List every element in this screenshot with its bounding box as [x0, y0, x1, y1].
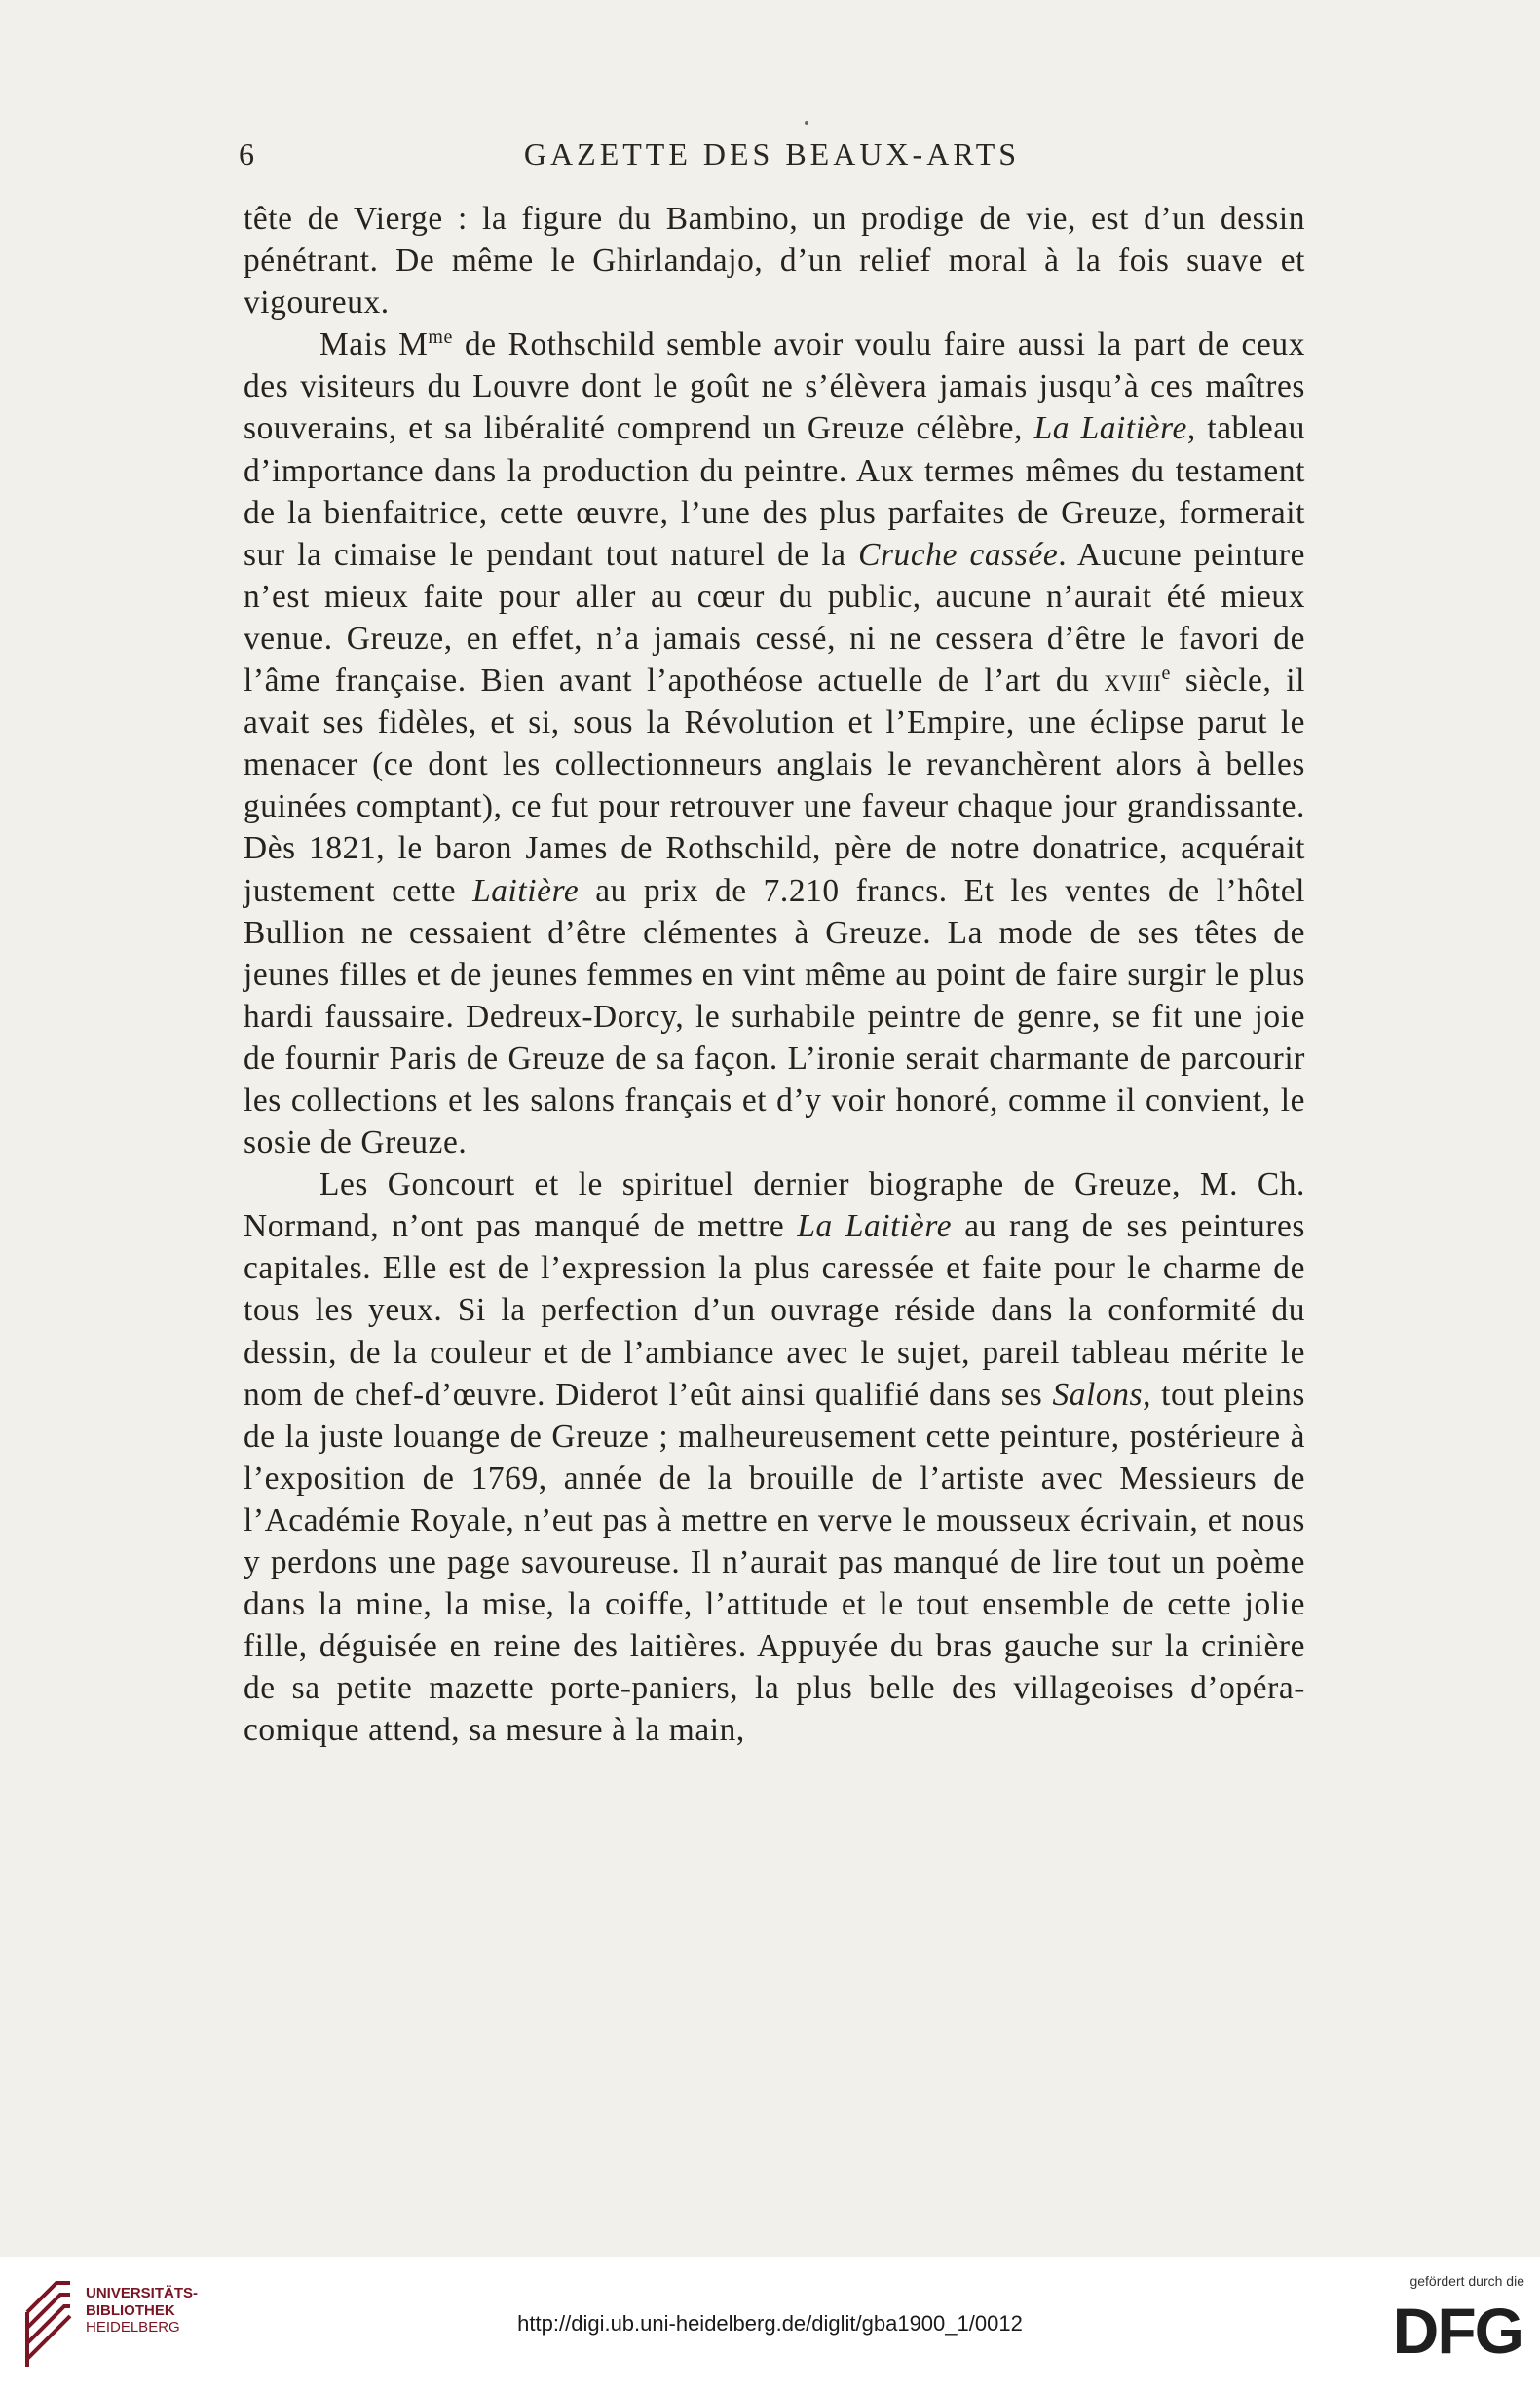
work-title: Salons [1052, 1376, 1144, 1413]
body-text [244, 198, 1305, 1751]
print-speck [805, 121, 808, 125]
permalink[interactable]: http://digi.ub.uni-heidelberg.de/diglit/gba1900_1/0012 [517, 2311, 1023, 2336]
dfg-logo-icon [1359, 2295, 1524, 2363]
paragraph-3: Les Goncourt et le spirituel dernier biographe de Greuze, M. Ch. Normand, n’ont pas manqué de mettre La Laitière au rang de ses peintures capitales. Elle est de l’expression la plus caressée et faite pour le charme de tous les yeux. Si la perfection d’un ouvrage réside dans la conformité du dessin, de la couleur et de l’ambiance avec le sujet, pareil tableau mérite le nom de chef-d’œuvre. Diderot l’eût ainsi qualifié dans ses Salons, tout pleins de la juste louange de Greuze ; malheureusement cette peinture, postérieure à l’exposition de 1769, année de la brouille de l’artiste avec Messieurs de l’Académie Royale, n’eut pas à mettre en verve le mousseux écrivain, et nous y perdons une page savoureuse. Il n’aurait pas manqué de lire tout un poème dans la mine, la mise, la coiffe, l’attitude et le tout ensemble de cette jolie fille, déguisée en reine des laitières. Appuyée du bras gauche sur la crinière de sa petite mazette porte-paniers, la plus belle des villageoises d’opéra-comique attend, sa mesure à la main, [244, 1166, 1305, 1749]
funded-by-label: gefördert durch die [1409, 2273, 1524, 2289]
artwork-title: La Laitière [797, 1208, 953, 1245]
svg-text:DFG: DFG [1392, 2295, 1522, 2363]
page-number: 6 [239, 136, 254, 171]
page-header [239, 136, 1305, 179]
artwork-title: Cruche cassée [858, 536, 1059, 573]
paragraph-2: Mais $M^{me}$ de Rothschild semble avoir voulu faire aussi la part de ceux des visiteurs du Louvre dont le goût ne s’élèvera jamais jusqu’à ces maîtres souverains, et sa libéralité comprend un Greuze célèbre, La Laitière, tableau d’importance dans la production du peintre. Aux termes mêmes du testament de la bienfaitrice, cette œuvre, l’une des plus parfaites de Greuze, formerait sur la cimaise le pendant tout naturel de la Cruche cassée. Aucune peinture n’est mieux faite pour aller au cœur du public, aucune n’aurait été mieux venue. Greuze, en effet, n’a jamais cessé, ni ne cessera d’être le favori de l’âme française. Bien avant l’apothéose actuelle de l’art du xviii$^e$ siècle, il avait ses fidèles, et si, sous la Révolution et l’Empire, une éclipse parut le menacer (ce dont les collectionneurs anglais le revanchèrent alors à belles guinées comptant), ce fut pour retrouver une faveur chaque jour grandissante. Dès 1821, le baron James de Rothschild, père de notre donatrice, acquérait justement cette Laitière au prix de 7.210 francs. Et les ventes de l’hôtel Bullion ne cessaient d’être clémentes à Greuze. La mode de ses têtes de jeunes filles et de jeunes femmes en vint même au point de faire surgir le plus hardi faussaire. Dedreux-Dorcy, le surhabile peintre de genre, se fit une joie de fournir Paris de Greuze de sa façon. L’ironie serait charmante de parcourir les collections et les salons français et d’y voir honoré, comme il convient, le sosie de Greuze. [244, 326, 1306, 1161]
paragraph-1: tête de Vierge : la figure du Bambino, un prodige de vie, est d’un dessin pénétrant. De même le Ghirlandajo, d’un relief moral à la fois suave et vigoureux. [244, 201, 1305, 322]
artwork-title: La Laitière [1033, 410, 1187, 447]
artwork-title: Laitière [472, 872, 580, 909]
running-title: GAZETTE DES BEAUX-ARTS [523, 136, 1021, 171]
library-name: UNIVERSITÄTS- BIBLIOTHEK HEIDELBERG [86, 2285, 199, 2336]
